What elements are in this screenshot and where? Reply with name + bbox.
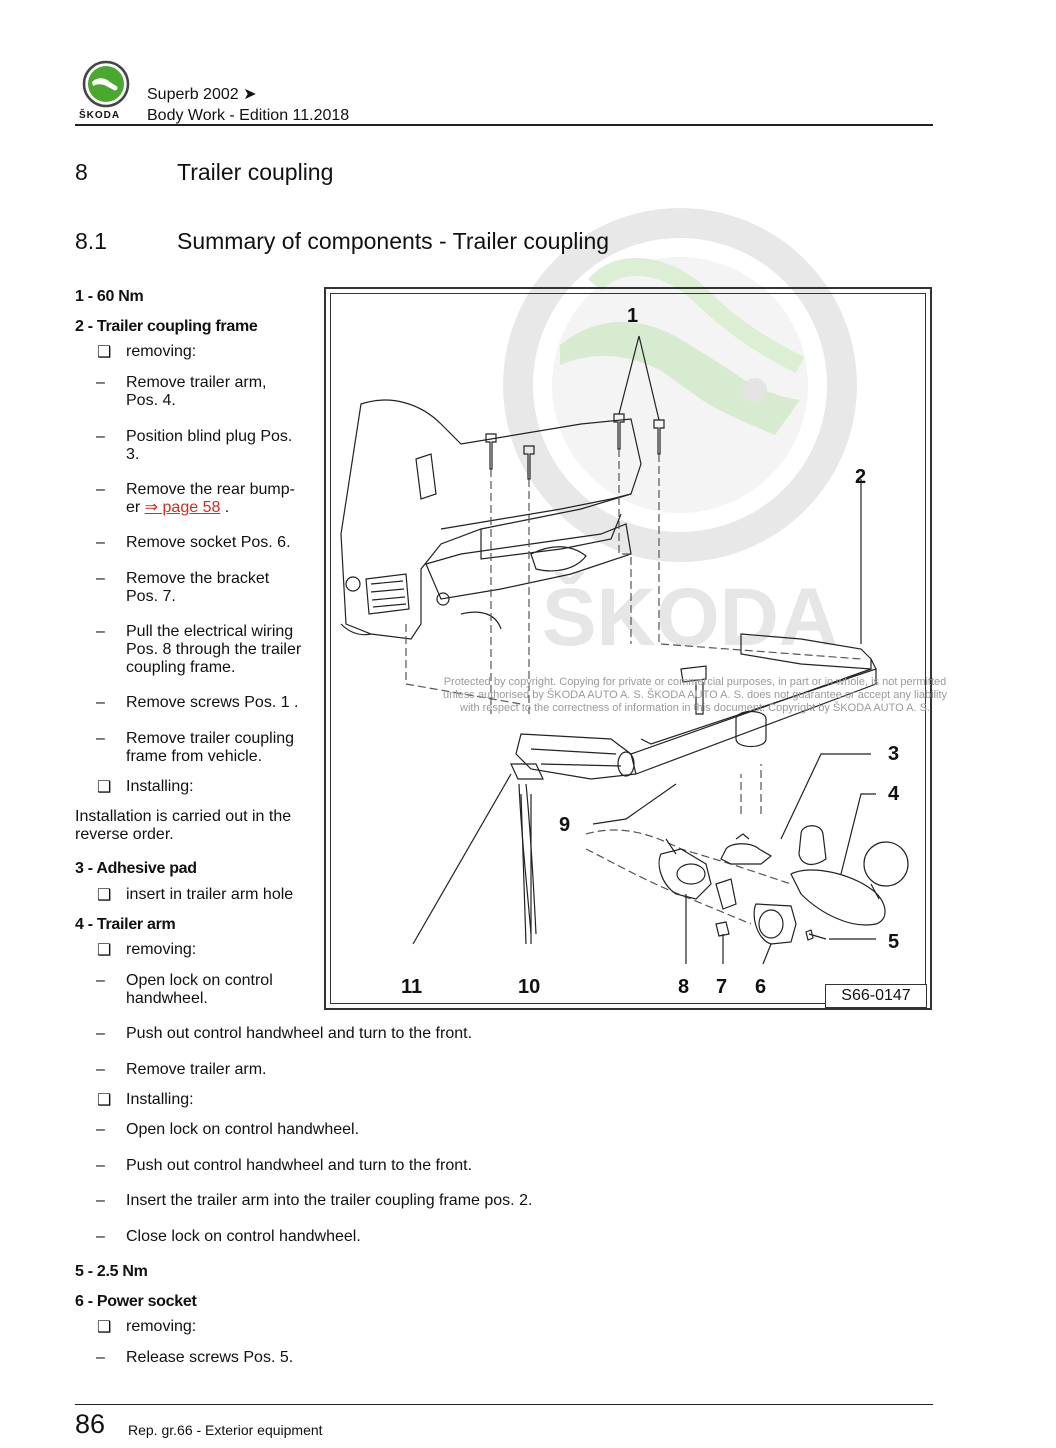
item-5-heading: 5 - 2.5 Nm — [75, 1263, 148, 1280]
callout-11: 11 — [401, 976, 423, 998]
dash-bullet: – — [96, 1349, 105, 1366]
item-6-step-1: Release screws Pos. 5. — [126, 1349, 294, 1366]
callout-9: 9 — [559, 814, 571, 836]
item-4-installing: Installing: — [126, 1091, 194, 1108]
header-model: Superb 2002 ➤ — [147, 86, 257, 103]
watermark-wordmark: ŠKODA — [541, 572, 839, 663]
chapter-title: Trailer coupling — [177, 159, 334, 185]
item-4-step-7: Close lock on control handwheel. — [126, 1228, 361, 1245]
dash-bullet: – — [96, 534, 105, 551]
callout-1: 1 — [627, 305, 639, 327]
item-4-step-3: Remove trailer arm. — [126, 1061, 267, 1078]
checkbox-bullet: ❑ — [97, 1092, 112, 1109]
dash-bullet: – — [96, 972, 105, 989]
trailer-coupling-figure — [324, 287, 932, 1010]
figure-code: S66-0147 — [825, 984, 927, 1008]
dash-bullet: – — [96, 428, 105, 445]
dash-bullet: – — [96, 623, 105, 640]
item-2-heading: 2 - Trailer coupling frame — [75, 318, 258, 335]
callout-8: 8 — [678, 976, 690, 998]
dash-bullet: – — [96, 730, 105, 747]
checkbox-bullet: ❑ — [97, 942, 112, 959]
item-2-step-2: Position blind plug Pos. 3. — [126, 428, 293, 463]
dash-bullet: – — [96, 1157, 105, 1174]
item-4-step-4: Open lock on control handwheel. — [126, 1121, 360, 1138]
callout-3: 3 — [888, 743, 900, 765]
item-2-installing: Installing: — [126, 778, 194, 795]
callout-7: 7 — [716, 976, 728, 998]
dash-bullet: – — [96, 374, 105, 391]
item-4-step-2: Push out control handwheel and turn to the front. — [126, 1025, 473, 1042]
callout-2: 2 — [855, 466, 867, 488]
item-3-heading: 3 - Adhesive pad — [75, 860, 197, 877]
skoda-logo-icon — [82, 60, 130, 108]
item-4-removing: removing: — [126, 941, 197, 958]
item-2-removing: removing: — [126, 343, 197, 360]
chapter-number: 8 — [75, 159, 88, 185]
item-2-step-1: Remove trailer arm, Pos. 4. — [126, 374, 267, 409]
checkbox-bullet: ❑ — [97, 887, 112, 904]
dash-bullet: – — [96, 570, 105, 587]
item-2-step-7: Remove screws Pos. 1 . — [126, 694, 299, 711]
footer-section: Rep. gr.66 - Exterior equipment — [128, 1422, 323, 1438]
item-2-step-4: Remove socket Pos. 6. — [126, 534, 291, 551]
checkbox-bullet: ❑ — [97, 779, 112, 796]
page-58-link[interactable]: ⇒ page 58 — [144, 499, 221, 516]
item-4-step-1: Open lock on control handwheel. — [126, 972, 273, 1007]
exploded-view-drawing — [331, 294, 929, 1007]
item-2-step-5: Remove the bracket Pos. 7. — [126, 570, 270, 605]
callout-10: 10 — [518, 976, 541, 998]
header-edition: Body Work - Edition 11.2018 — [147, 107, 350, 124]
item-2-step-3: Remove the rear bump- er ⇒ page 58 . — [126, 481, 295, 516]
callout-4: 4 — [888, 783, 900, 805]
item-4-step-5: Push out control handwheel and turn to the front. — [126, 1157, 473, 1174]
item-6-removing: removing: — [126, 1318, 197, 1335]
item-1-heading: 1 - 60 Nm — [75, 288, 144, 305]
header-rule — [75, 124, 933, 126]
brand-wordmark: ŠKODA — [79, 110, 121, 121]
checkbox-bullet: ❑ — [97, 1319, 112, 1336]
item-2-note: Installation is carried out in the reverse order. — [75, 808, 292, 843]
checkbox-bullet: ❑ — [97, 344, 112, 361]
item-2-step-8: Remove trailer coupling frame from vehicle. — [126, 730, 295, 765]
item-2-step-6: Pull the electrical wiring Pos. 8 through the trailer coupling frame. — [126, 623, 302, 676]
callout-6: 6 — [755, 976, 767, 998]
copyright-notice: Protected by copyright. Copying for private or commercial purposes, in part or in whole, is not permitted unless authorised by ŠKODA AUTO A. S. ŠKODA AUTO A. S. does not guarantee or accept any liability with respect to the correctness of information in this document. Copyright by ŠKODA AUTO A. S. — [442, 676, 948, 714]
dash-bullet: – — [96, 1121, 105, 1138]
item-4-step-6: Insert the trailer arm into the trailer coupling frame pos. 2. — [126, 1192, 533, 1209]
item-4-heading: 4 - Trailer arm — [75, 916, 176, 933]
dash-bullet: – — [96, 1061, 105, 1078]
item-6-heading: 6 - Power socket — [75, 1293, 197, 1310]
callout-5: 5 — [888, 931, 900, 953]
dash-bullet: – — [96, 1192, 105, 1209]
page-number: 86 — [75, 1409, 106, 1439]
section-number: 8.1 — [75, 228, 107, 254]
section-title: Summary of components - Trailer coupling — [177, 228, 610, 254]
dash-bullet: – — [96, 1228, 105, 1245]
dash-bullet: – — [96, 694, 105, 711]
dash-bullet: – — [96, 481, 105, 498]
item-3-bullet: insert in trailer arm hole — [126, 886, 294, 903]
dash-bullet: – — [96, 1025, 105, 1042]
footer-rule — [75, 1404, 933, 1405]
